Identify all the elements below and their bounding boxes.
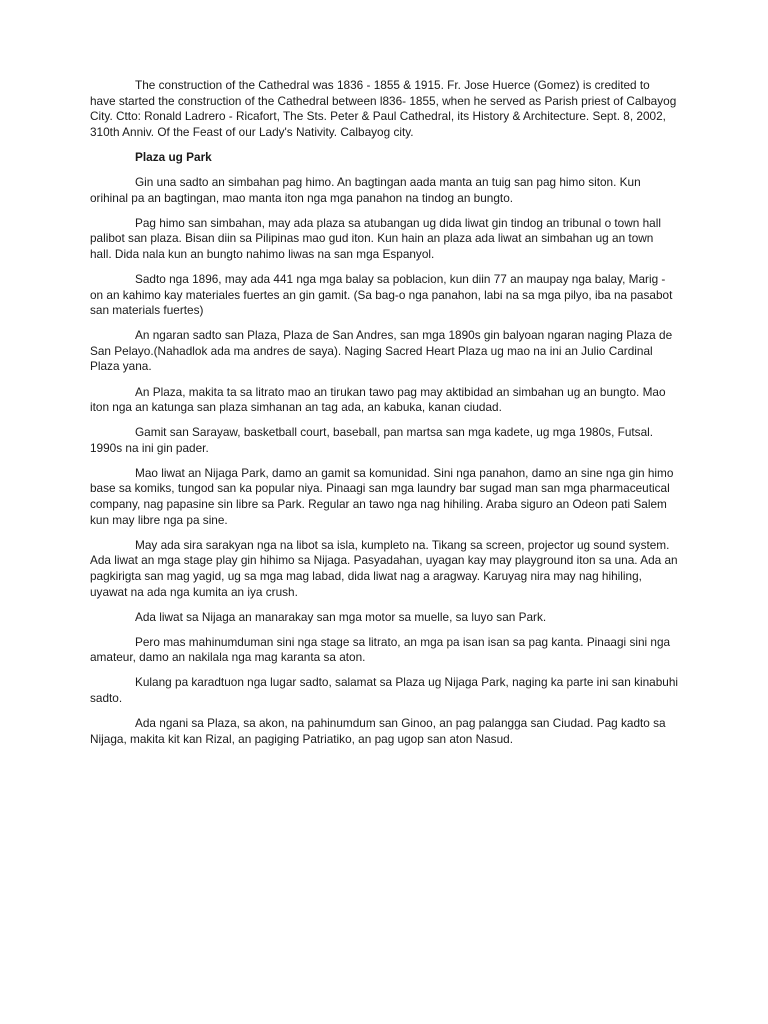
paragraph: Mao liwat an Nijaga Park, damo an gamit sa komunidad. Sini nga panahon, damo an sine nga gin himo base sa komiks, tungod san ka popular niya. Pinaagi san mga laundry bar sugad man san mga pharmaceutical company, nag papasine sin libre sa Park. Regular an tawo nga nag hihiling. Araba siguro an Odeon pati Salem kun may libre nga pa sine. — [90, 465, 674, 527]
document-page — [90, 78, 678, 757]
paragraph: May ada sira sarakyan nga na libot sa isla, kumpleto na. Tikang sa screen, projector ug sound system. Ada liwat an mga stage play gin hihimo sa Nijaga. Pasyadahan, uyagan kay may playground iton sa una. Ada an pagkirigta san mag yagid, ug sa mga mag labad, dida liwat nag a aragway. Karuyag nira may nag hihiling, uyawat na ada nga kumita an iya crush. — [90, 537, 678, 599]
paragraph: An ngaran sadto san Plaza, Plaza de San Andres, san mga 1890s gin balyoan ngaran naging Plaza de San Pelayo.(Nahadlok ada ma andres de saya). Naging Sacred Heart Plaza ug mao na ini an Julio Cardinal Plaza yana. — [90, 328, 673, 374]
paragraph: Ada liwat sa Nijaga an manarakay san mga motor sa muelle, sa luyo san Park. — [135, 609, 547, 624]
paragraph: Pero mas mahinumduman sini nga stage sa litrato, an mga pa isan isan sa pag kanta. Pinaagi sini nga amateur, damo an nakilala nga mag karanta sa aton. — [90, 634, 671, 665]
paragraph: Pag himo san simbahan, may ada plaza sa atubangan ug dida liwat gin tindog an tribunal o town hall palibot san plaza. Bisan diin sa Pilipinas mao gud iton. Kun hain an plaza ada liwat an simbahan ug an town hall. Dida nala kun an bungto nahimo liwas na san mga Espanyol. — [90, 215, 661, 261]
section-heading: Plaza ug Park — [135, 149, 212, 164]
paragraph: Gin una sadto an simbahan pag himo. An bagtingan aada manta an tuig san pag himo siton. Kun orihinal pa an bagtingan, mao manta iton nga mga panahon na tindog an bungto. — [90, 174, 641, 205]
paragraph: An Plaza, makita ta sa litrato mao an tirukan tawo pag may aktibidad an simbahan ug an bungto. Mao iton nga an katunga san plaza simhanan an tag ada, an kabuka, kanan ciudad. — [90, 384, 666, 415]
paragraph: Gamit san Sarayaw, basketball court, baseball, pan martsa san mga kadete, ug mga 1980s, Futsal. 1990s na ini gin pader. — [90, 425, 654, 455]
paragraph: Kulang pa karadtuon nga lugar sadto, salamat sa Plaza ug Nijaga Park, naging ka parte ini san kinabuhi sadto. — [90, 675, 679, 705]
paragraph: Ada ngani sa Plaza, sa akon, na pahinumdum san Ginoo, an pag palangga san Ciudad. Pag kadto sa Nijaga, makita kit kan Rizal, an pagiging Patriatiko, an pag ugop san aton Nasud. — [90, 716, 666, 746]
intro-paragraph: The construction of the Cathedral was 1836 - 1855 & 1915. Fr. Jose Huerce (Gomez) is credited to have started the construction of the Cathedral between l836- 1855, when he served as Parish priest of Calbayog City. Ctto: Ronald Ladrero - Ricafort, The Sts. Peter & Paul Cathedral, its History & Architecture. Sept. 8, 2002, 310th Anniv. Of the Feast of our Lady's Nativity. Calbayog city. — [90, 78, 677, 139]
paragraph: Sadto nga 1896, may ada 441 nga mga balay sa poblacion, kun diin 77 an maupay nga balay, Marig -on an kahimo kay materiales fuertes an gin gamit. (Sa bag-o nga panahon, labi na sa mga pilyo, iba na pasabot san materials fuertes) — [90, 271, 673, 318]
